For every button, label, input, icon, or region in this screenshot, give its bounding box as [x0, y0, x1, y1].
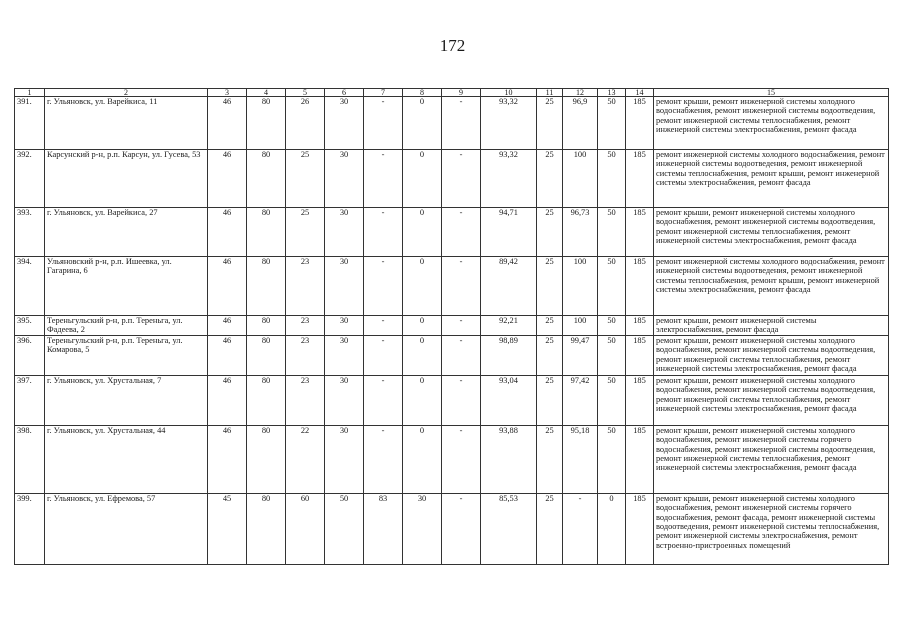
value-cell: 185	[626, 375, 654, 425]
table-row	[15, 150, 889, 208]
value-cell: -	[364, 316, 403, 336]
value-cell: 30	[325, 208, 364, 257]
value-cell: 185	[626, 316, 654, 336]
value-cell: 25	[537, 335, 563, 375]
value-cell: 93,88	[481, 425, 537, 493]
value-cell: 100	[563, 316, 598, 336]
value-cell: 185	[626, 335, 654, 375]
value-cell: 80	[247, 150, 286, 208]
value-cell: 46	[208, 425, 247, 493]
value-cell: 0	[403, 375, 442, 425]
value-cell: 25	[537, 97, 563, 150]
table-row	[15, 208, 889, 257]
value-cell: 100	[563, 257, 598, 316]
value-cell: 50	[598, 150, 626, 208]
row-number: 394.	[15, 257, 45, 316]
column-header: 5	[286, 89, 325, 97]
works-cell: ремонт крыши, ремонт инженерной системы холодного водоснабжения, ремонт инженерной системы горячего водоснабжения, ремонт фасада, ремонт инженерной системы водоотведения, ремонт инженерной системы теплоснабжения, ремонт инженерной системы электроснабжения, ремонт встроенно-пристроенных помещений	[654, 493, 889, 564]
value-cell: 95,18	[563, 425, 598, 493]
value-cell: 0	[403, 150, 442, 208]
row-number: 396.	[15, 335, 45, 375]
value-cell: 185	[626, 208, 654, 257]
column-header: 6	[325, 89, 364, 97]
row-number: 391.	[15, 97, 45, 150]
column-header: 1	[15, 89, 45, 97]
value-cell: 30	[325, 150, 364, 208]
value-cell: 80	[247, 97, 286, 150]
value-cell: 25	[537, 493, 563, 564]
address-cell: Карсунский р-н, р.п. Карсун, ул. Гусева, 53	[45, 150, 208, 208]
value-cell: -	[442, 150, 481, 208]
page-number: 172	[439, 36, 466, 55]
value-cell: 22	[286, 425, 325, 493]
value-cell: 23	[286, 335, 325, 375]
row-number: 392.	[15, 150, 45, 208]
value-cell: 50	[598, 316, 626, 336]
value-cell: 23	[286, 257, 325, 316]
column-header: 2	[45, 89, 208, 97]
address-cell: г. Ульяновск, ул. Хрустальная, 44	[45, 425, 208, 493]
table-row	[15, 335, 889, 375]
address-cell: г. Ульяновск, ул. Варейкиса, 27	[45, 208, 208, 257]
value-cell: 60	[286, 493, 325, 564]
value-cell: 97,42	[563, 375, 598, 425]
value-cell: 50	[598, 335, 626, 375]
works-cell: ремонт инженерной системы холодного водоснабжения, ремонт инженерной системы водоотведения, ремонт инженерной системы теплоснабжения, ремонт крыши, ремонт инженерной системы электроснабжения, ремонт фасада	[654, 257, 889, 316]
address-cell: г. Ульяновск, ул. Варейкиса, 11	[45, 97, 208, 150]
value-cell: 0	[403, 208, 442, 257]
value-cell: 50	[598, 97, 626, 150]
value-cell: 46	[208, 97, 247, 150]
value-cell: -	[364, 150, 403, 208]
column-header: 8	[403, 89, 442, 97]
value-cell: 85,53	[481, 493, 537, 564]
value-cell: -	[442, 425, 481, 493]
value-cell: 96,9	[563, 97, 598, 150]
value-cell: 46	[208, 316, 247, 336]
value-cell: 45	[208, 493, 247, 564]
table-row	[15, 316, 889, 336]
value-cell: 25	[537, 375, 563, 425]
row-number: 399.	[15, 493, 45, 564]
value-cell: 80	[247, 208, 286, 257]
value-cell: 98,89	[481, 335, 537, 375]
value-cell: 46	[208, 150, 247, 208]
value-cell: 99,47	[563, 335, 598, 375]
value-cell: 80	[247, 316, 286, 336]
value-cell: 0	[403, 257, 442, 316]
value-cell: -	[442, 493, 481, 564]
value-cell: 0	[403, 335, 442, 375]
column-header: 12	[563, 89, 598, 97]
value-cell: 100	[563, 150, 598, 208]
value-cell: 25	[537, 208, 563, 257]
value-cell: 80	[247, 257, 286, 316]
column-header: 4	[247, 89, 286, 97]
value-cell: 93,04	[481, 375, 537, 425]
value-cell: 25	[286, 150, 325, 208]
address-cell: г. Ульяновск, ул. Хрустальная, 7	[45, 375, 208, 425]
works-cell: ремонт крыши, ремонт инженерной системы холодного водоснабжения, ремонт инженерной системы водоотведения, ремонт инженерной системы теплоснабжения, ремонт инженерной системы электроснабжения, ремонт фасада	[654, 208, 889, 257]
value-cell: 0	[598, 493, 626, 564]
value-cell: 0	[403, 316, 442, 336]
register-table	[14, 88, 889, 565]
value-cell: 26	[286, 97, 325, 150]
value-cell: 25	[537, 316, 563, 336]
value-cell: 30	[325, 316, 364, 336]
value-cell: 30	[325, 97, 364, 150]
column-header: 15	[654, 89, 889, 97]
value-cell: 185	[626, 257, 654, 316]
value-cell: -	[364, 335, 403, 375]
row-number: 393.	[15, 208, 45, 257]
column-header: 14	[626, 89, 654, 97]
table-row	[15, 257, 889, 316]
value-cell: -	[442, 97, 481, 150]
value-cell: 185	[626, 493, 654, 564]
value-cell: 23	[286, 375, 325, 425]
value-cell: 30	[325, 257, 364, 316]
value-cell: 83	[364, 493, 403, 564]
value-cell: 89,42	[481, 257, 537, 316]
value-cell: -	[364, 375, 403, 425]
value-cell: 0	[403, 97, 442, 150]
value-cell: 30	[325, 425, 364, 493]
column-header: 7	[364, 89, 403, 97]
row-number: 397.	[15, 375, 45, 425]
row-number: 395.	[15, 316, 45, 336]
value-cell: -	[442, 208, 481, 257]
table-row	[15, 97, 889, 150]
works-cell: ремонт крыши, ремонт инженерной системы холодного водоснабжения, ремонт инженерной системы водоотведения, ремонт инженерной системы теплоснабжения, ремонт инженерной системы электроснабжения, ремонт фасада	[654, 97, 889, 150]
value-cell: 96,73	[563, 208, 598, 257]
column-header: 3	[208, 89, 247, 97]
value-cell: -	[364, 425, 403, 493]
value-cell: 46	[208, 208, 247, 257]
value-cell: 30	[403, 493, 442, 564]
value-cell: 185	[626, 425, 654, 493]
value-cell: 25	[286, 208, 325, 257]
value-cell: 46	[208, 257, 247, 316]
value-cell: -	[442, 257, 481, 316]
value-cell: 25	[537, 257, 563, 316]
works-cell: ремонт крыши, ремонт инженерной системы холодного водоснабжения, ремонт инженерной системы водоотведения, ремонт инженерной системы теплоснабжения, ремонт инженерной системы электроснабжения, ремонт фасада	[654, 375, 889, 425]
value-cell: -	[442, 375, 481, 425]
value-cell: -	[442, 335, 481, 375]
value-cell: 185	[626, 150, 654, 208]
value-cell: -	[364, 97, 403, 150]
value-cell: -	[563, 493, 598, 564]
column-header: 11	[537, 89, 563, 97]
value-cell: 50	[325, 493, 364, 564]
value-cell: 23	[286, 316, 325, 336]
column-number-row	[15, 89, 889, 97]
table-row	[15, 375, 889, 425]
value-cell: 30	[325, 335, 364, 375]
value-cell: 80	[247, 425, 286, 493]
address-cell: Ульяновский р-н, р.п. Ишеевка, ул. Гагарина, 6	[45, 257, 208, 316]
value-cell: 50	[598, 257, 626, 316]
works-cell: ремонт инженерной системы холодного водоснабжения, ремонт инженерной системы водоотведения, ремонт инженерной системы теплоснабжения, ремонт крыши, ремонт инженерной системы электроснабжения, ремонт фасада	[654, 150, 889, 208]
value-cell: 92,21	[481, 316, 537, 336]
value-cell: 46	[208, 335, 247, 375]
value-cell: 0	[403, 425, 442, 493]
column-header: 10	[481, 89, 537, 97]
value-cell: 80	[247, 375, 286, 425]
value-cell: 94,71	[481, 208, 537, 257]
address-cell: г. Ульяновск, ул. Ефремова, 57	[45, 493, 208, 564]
works-cell: ремонт крыши, ремонт инженерной системы холодного водоснабжения, ремонт инженерной системы водоотведения, ремонт инженерной системы теплоснабжения, ремонт инженерной системы электроснабжения, ремонт фасада	[654, 335, 889, 375]
works-cell: ремонт крыши, ремонт инженерной системы электроснабжения, ремонт фасада	[654, 316, 889, 336]
value-cell: -	[364, 257, 403, 316]
address-cell: Тереньгульский р-н, р.п. Тереньга, ул. Комарова, 5	[45, 335, 208, 375]
value-cell: -	[364, 208, 403, 257]
value-cell: 46	[208, 375, 247, 425]
value-cell: 25	[537, 150, 563, 208]
row-number: 398.	[15, 425, 45, 493]
value-cell: 185	[626, 97, 654, 150]
value-cell: 25	[537, 425, 563, 493]
value-cell: 93,32	[481, 150, 537, 208]
value-cell: 50	[598, 208, 626, 257]
address-cell: Тереньгульский р-н, р.п. Тереньга, ул. Фадеева, 2	[45, 316, 208, 336]
value-cell: 80	[247, 493, 286, 564]
table-row	[15, 493, 889, 564]
value-cell: 50	[598, 375, 626, 425]
table-row	[15, 425, 889, 493]
value-cell: 80	[247, 335, 286, 375]
works-cell: ремонт крыши, ремонт инженерной системы холодного водоснабжения, ремонт инженерной системы горячего водоснабжения, ремонт инженерной системы водоотведения, ремонт инженерной системы теплоснабжения, ремонт инженерной системы электроснабжения, ремонт фасада	[654, 425, 889, 493]
column-header: 9	[442, 89, 481, 97]
value-cell: 93,32	[481, 97, 537, 150]
value-cell: 50	[598, 425, 626, 493]
column-header: 13	[598, 89, 626, 97]
value-cell: -	[442, 316, 481, 336]
value-cell: 30	[325, 375, 364, 425]
